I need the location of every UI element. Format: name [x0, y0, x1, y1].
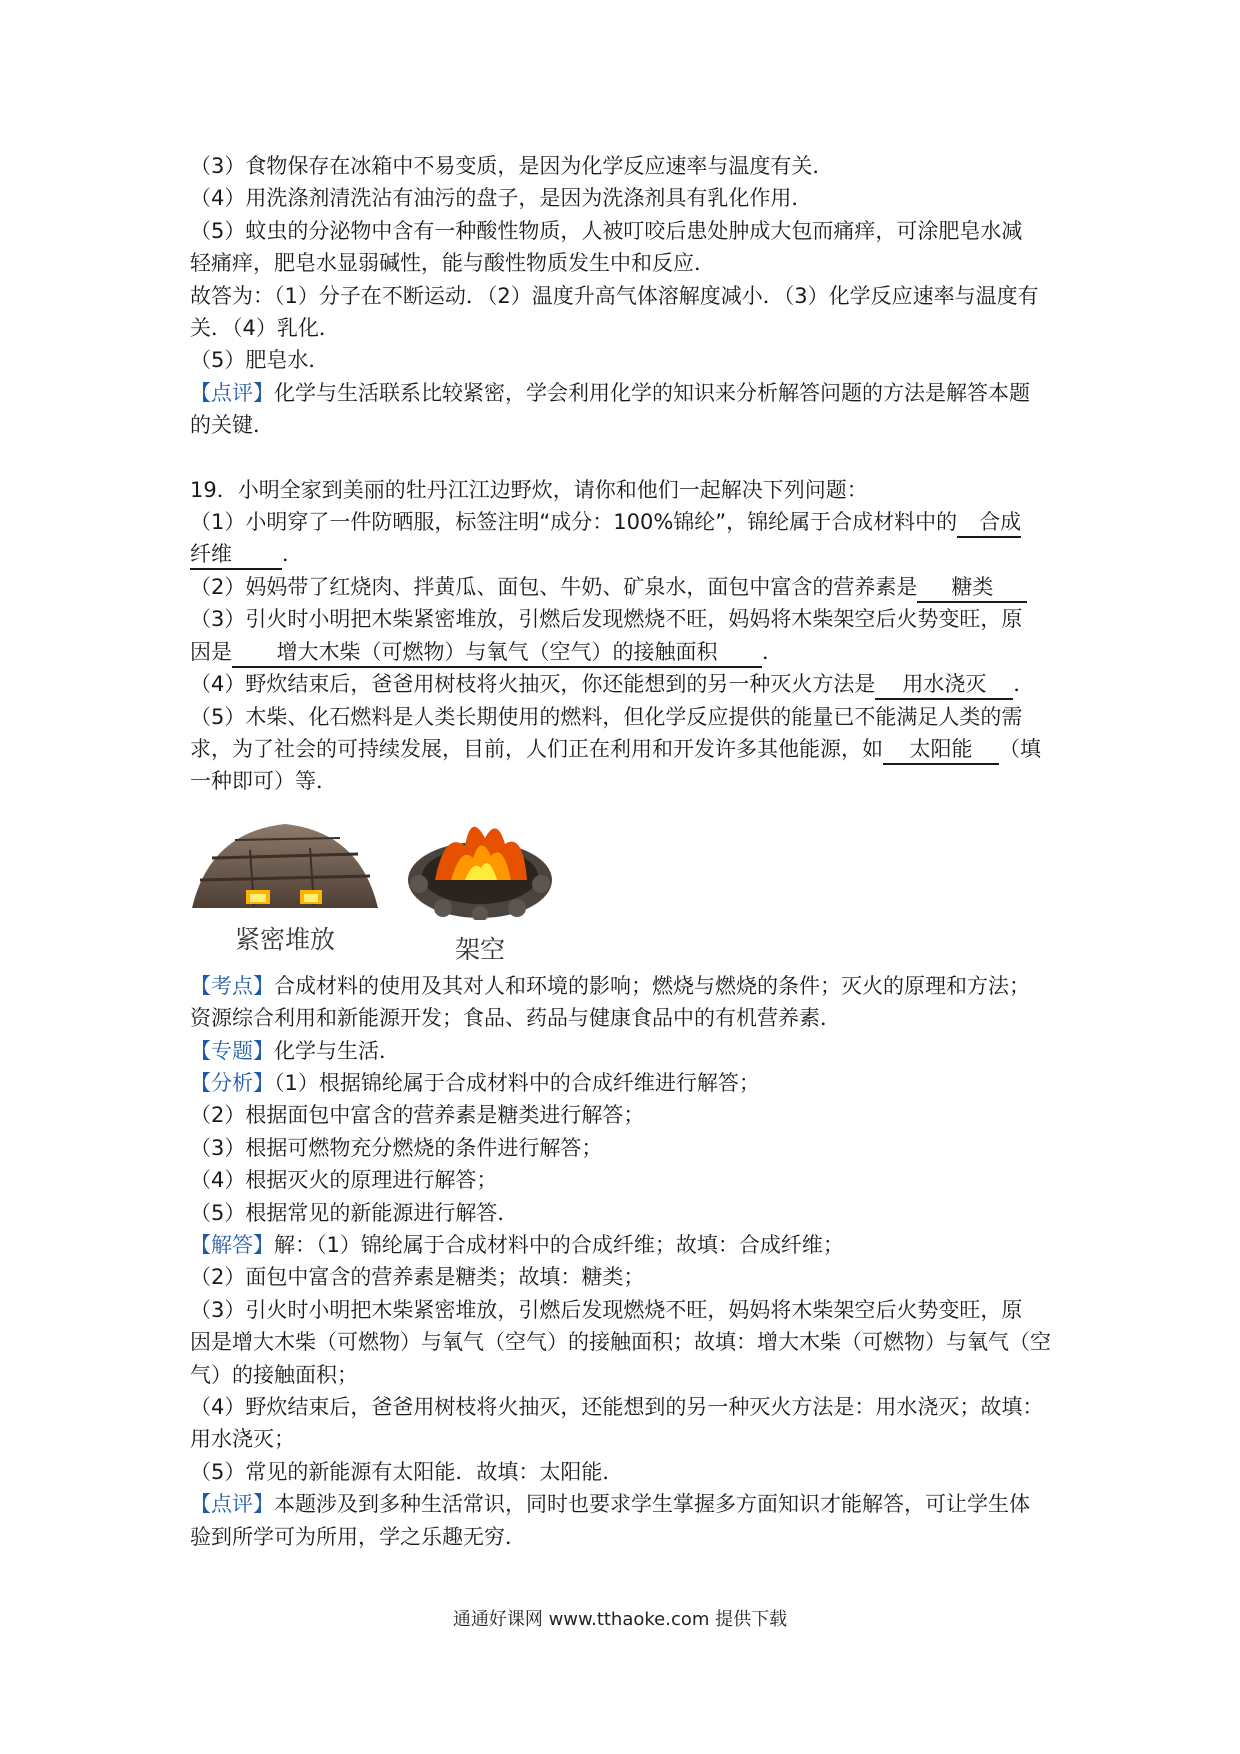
raised-campfire-illustration [405, 810, 555, 920]
jieda-line: 因是增大木柴（可燃物）与氧气（空气）的接触面积；故填：增大木柴（可燃物）与氧气（空 [190, 1330, 1051, 1355]
zhuanti-tag: 【专题】 [190, 1038, 274, 1063]
question-text: ． [762, 639, 783, 664]
zhuanti-text: 化学与生活． [274, 1038, 400, 1063]
question-part: （5）木柴、化石燃料是人类长期使用的燃料，但化学反应提供的能量已不能满足人类的需 [190, 704, 1023, 729]
fenxi-line: （2）根据面包中富含的营养素是糖类进行解答； [190, 1103, 645, 1128]
question-part [190, 636, 1062, 668]
question-text: ． [282, 542, 303, 567]
question-text: 求，为了社会的可持续发展，目前，人们正在利用和开发许多其他能源，如 [190, 736, 883, 761]
question-text: ． [1013, 672, 1035, 697]
answer-blank: 糖类 [917, 573, 1027, 603]
question-part: （3）引火时小明把木柴紧密堆放，引燃后发现燃烧不旺，妈妈将木柴架空后火势变旺，原 [190, 607, 1023, 632]
figure-caption: 架空 [454, 934, 505, 964]
review-line: 验到所学可为所用，学之乐趣无穷． [190, 1524, 526, 1549]
kaodian-text: 合成材料的使用及其对人和环境的影响；燃烧与燃烧的条件；灭火的原理和方法； [274, 973, 1030, 998]
text-line: 故答为：（1）分子在不断运动．（2）温度升高气体溶解度减小．（3）化学反应速率与温度有 [190, 283, 1039, 308]
question-part: 一种即可）等． [190, 769, 337, 794]
jieda-line: （3）引火时小明把木柴紧密堆放，引燃后发现燃烧不旺，妈妈将木柴架空后火势变旺，原 [190, 1297, 1023, 1322]
question-title: 19．小明全家到美丽的牡丹江江边野炊，请你和他们一起解决下列问题： [190, 477, 868, 502]
question-part [190, 733, 1062, 765]
question-part [190, 571, 1062, 603]
figure-raised-stack [405, 810, 555, 966]
text-line: （3）食物保存在冰箱中不易变质，是因为化学反应速率与温度有关． [190, 154, 834, 178]
fenxi-line: （3）根据可燃物充分燃烧的条件进行解答； [190, 1135, 603, 1160]
compact-woodpile-illustration [190, 810, 380, 910]
fenxi-line: （5）根据常见的新能源进行解答． [190, 1200, 519, 1225]
jieda-line: （2）面包中富含的营养素是糖类；故填：糖类； [190, 1265, 645, 1290]
question-text: （填 [999, 736, 1041, 761]
jieda-line: 用水浇灭； [190, 1427, 295, 1452]
fenxi-text: （1）根据锦纶属于合成材料中的合成纤维进行解答； [274, 1070, 760, 1095]
zhuanti-line [190, 1035, 1062, 1067]
document-body [190, 150, 1062, 1553]
text-line: （5）肥皂水． [190, 348, 330, 373]
question-text: 因是 [190, 639, 232, 664]
fenxi-line [190, 1067, 1062, 1099]
review-tag: 【点评】 [190, 380, 274, 405]
text-line: 关．（4）乳化． [190, 316, 340, 341]
answer-blank: 用水浇灭 [875, 670, 1013, 700]
question-text: （1）小明穿了一件防晒服，标签注明“成分：100%锦纶”，锦纶属于合成材料中的 [190, 510, 958, 535]
figure-compact-stack [190, 810, 380, 956]
question-text: （2）妈妈带了红烧肉、拌黄瓜、面包、牛奶、矿泉水，面包中富含的营养素是 [190, 574, 918, 599]
figure-caption: 紧密堆放 [234, 924, 335, 954]
text-line: （5）蚊虫的分泌物中含有一种酸性物质，人被叮咬后患处肿成大包而痛痒，可涂肥皂水减 [190, 218, 1023, 243]
question-part [190, 506, 1062, 538]
jieda-line [190, 1229, 1062, 1261]
review-line [190, 1488, 1062, 1520]
jieda-line: （5）常见的新能源有太阳能．故填：太阳能． [190, 1459, 624, 1484]
figure-row [190, 810, 1062, 970]
text-line: （4）用洗涤剂清洗沾有油污的盘子，是因为洗涤剂具有乳化作用． [190, 186, 813, 211]
jieda-line: （4）野炊结束后，爸爸用树枝将火抽灭，还能想到的另一种灭火方法是：用水浇灭；故填： [190, 1395, 1044, 1419]
kaodian-line [190, 970, 1062, 1002]
jieda-text: 解：（1）锦纶属于合成材料中的合成纤维；故填：合成纤维； [274, 1232, 844, 1257]
answer-blank: 太阳能 [883, 735, 999, 765]
text-line: 轻痛痒，肥皂水显弱碱性，能与酸性物质发生中和反应． [190, 251, 715, 276]
jieda-tag: 【解答】 [190, 1232, 274, 1257]
review-line [190, 377, 1062, 409]
fenxi-line: （4）根据灭火的原理进行解答； [190, 1168, 498, 1193]
question-part [190, 538, 1062, 570]
answer-blank: 增大木柴（可燃物）与氧气（空气）的接触面积 [232, 638, 762, 668]
review-line: 的关键． [190, 413, 274, 438]
jieda-line: 气）的接触面积； [190, 1362, 358, 1387]
question-part [190, 668, 1062, 700]
review-tag: 【点评】 [190, 1492, 274, 1517]
answer-blank-tail [232, 540, 282, 570]
review-text: 本题涉及到多种生活常识，同时也要求学生掌握多方面知识才能解答，可让学生体 [274, 1492, 1030, 1517]
fenxi-tag: 【分析】 [190, 1070, 274, 1095]
answer-blank: 纤维 [190, 540, 232, 570]
answer-blank: 合成 [957, 508, 1021, 538]
question-text: （4）野炊结束后，爸爸用树枝将火抽灭，你还能想到的另一种灭火方法是 [190, 672, 876, 697]
kaodian-tag: 【考点】 [190, 973, 274, 998]
review-text: 化学与生活联系比较紧密，学会利用化学的知识来分析解答问题的方法是解答本题 [274, 380, 1030, 405]
page-footer: 通通好课网 www.tthaoke.com 提供下载 [452, 1609, 788, 1630]
kaodian-line: 资源综合利用和新能源开发；食品、药品与健康食品中的有机营养素． [190, 1006, 841, 1031]
